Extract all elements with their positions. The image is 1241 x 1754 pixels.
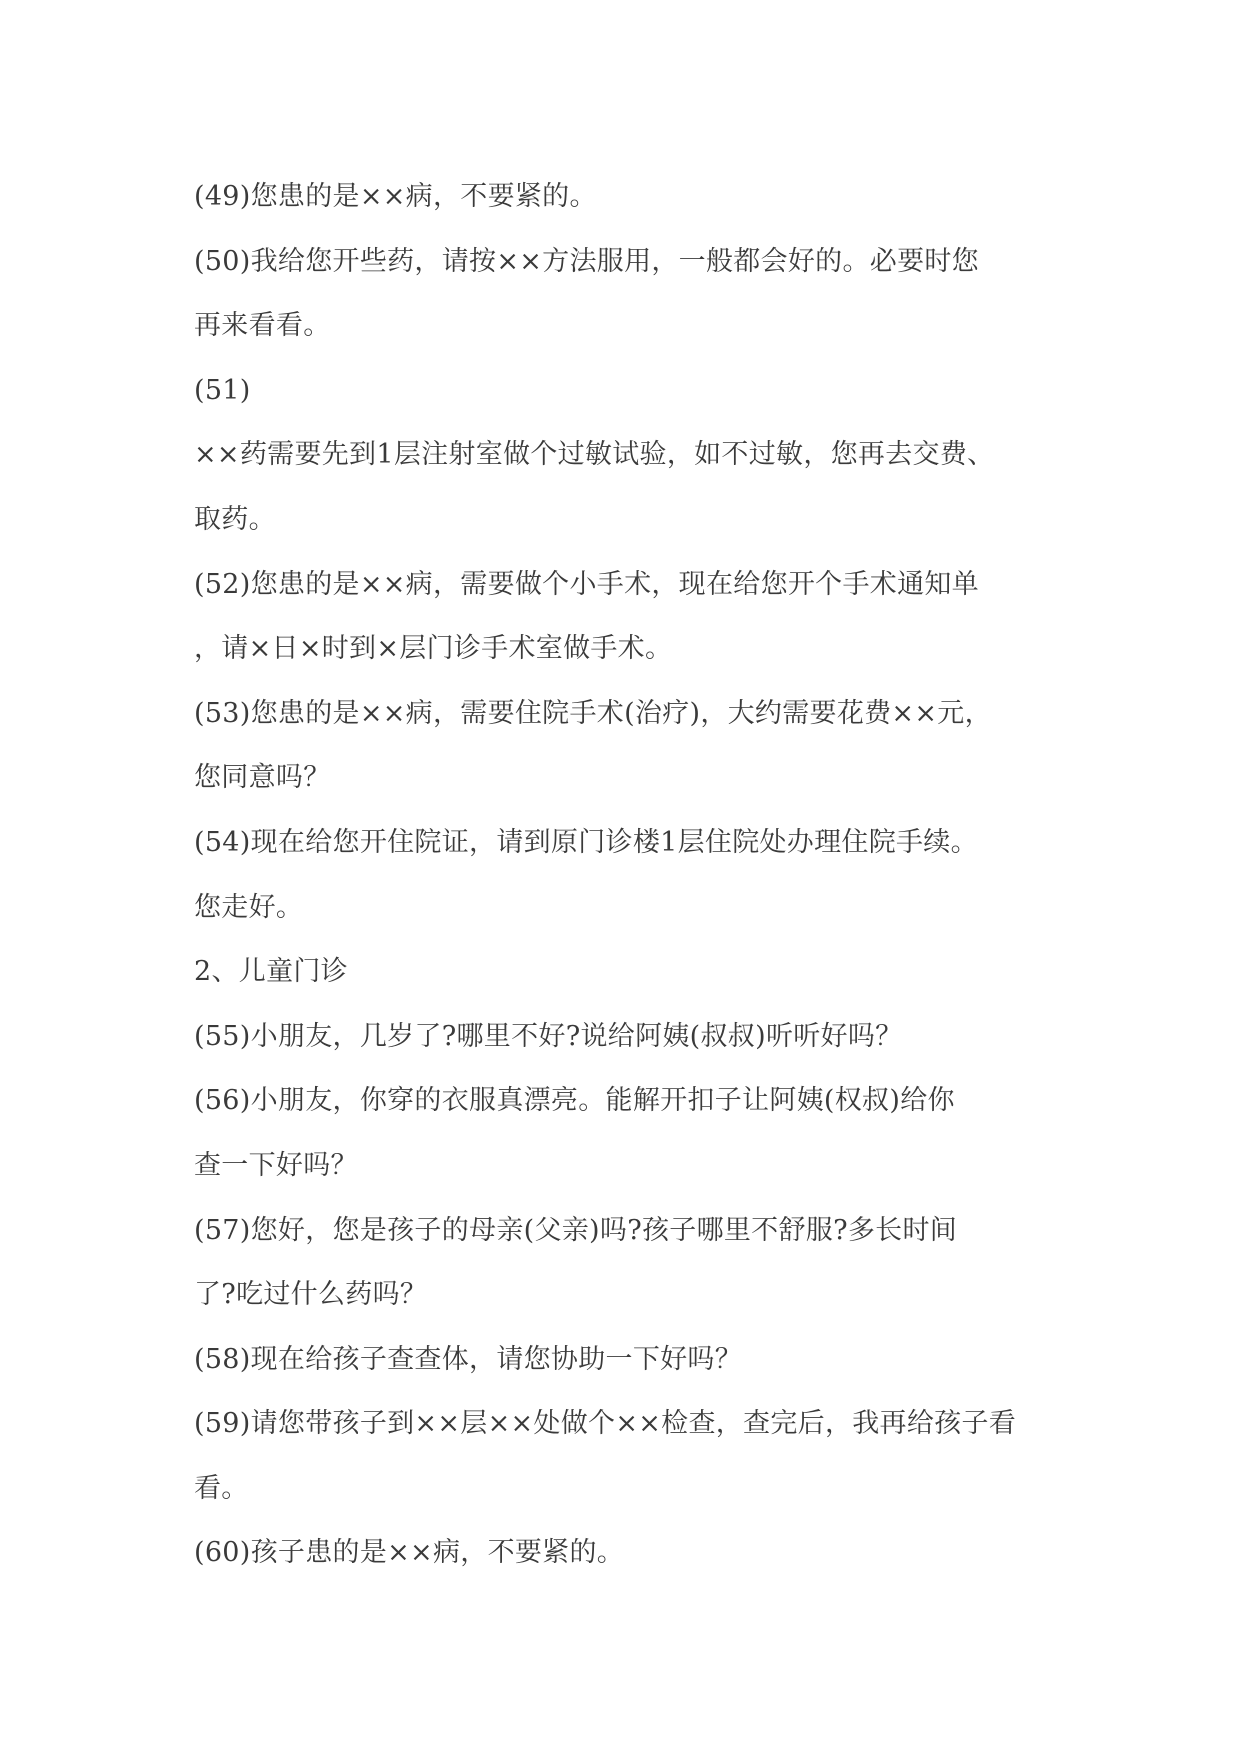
text-line-56-cont: 查一下好吗？ bbox=[194, 1149, 358, 1181]
text-line-51: (51) bbox=[194, 374, 251, 406]
text-line-57-cont: 了?吃过什么药吗？ bbox=[194, 1279, 428, 1311]
text-line-50-cont: 再来看看。 bbox=[194, 310, 331, 342]
text-line-59: (59)请您带孩子到××层××处做个××检查，查完后，我再给孩子看 bbox=[194, 1408, 1017, 1440]
text-line-51-cont: 取药。 bbox=[194, 503, 276, 535]
text-line-57: (57)您好，您是孩子的母亲(父亲)吗?孩子哪里不舒服?多长时间 bbox=[194, 1214, 958, 1246]
text-line-59-cont: 看。 bbox=[194, 1472, 249, 1504]
text-line-50: (50)我给您开些药，请按××方法服用，一般都会好的。必要时您 bbox=[194, 245, 979, 277]
text-line-49: (49)您患的是××病，不要紧的。 bbox=[194, 181, 597, 212]
text-line-54-cont: 您走好。 bbox=[194, 891, 304, 923]
text-line-52-cont: ，请×日×时到×层门诊手术室做手术。 bbox=[194, 633, 673, 665]
text-line-53-cont: 您同意吗？ bbox=[194, 762, 331, 794]
section-heading: 2、儿童门诊 bbox=[194, 956, 348, 988]
text-line-52: (52)您患的是××病，需要做个小手术，现在给您开个手术通知单 bbox=[194, 568, 979, 600]
text-line-53: (53)您患的是××病，需要住院手术(治疗)，大约需要花费××元， bbox=[194, 697, 992, 729]
text-line-55: (55)小朋友，几岁了?哪里不好?说给阿姨(叔叔)听听好吗？ bbox=[194, 1020, 903, 1052]
document-body bbox=[194, 165, 1054, 1586]
text-line-60: (60)孩子患的是××病，不要紧的。 bbox=[194, 1537, 625, 1569]
text-line-51-body: ××药需要先到1层注射室做个过敏试验，如不过敏，您再去交费、 bbox=[194, 439, 995, 471]
text-line-56: (56)小朋友，你穿的衣服真漂亮。能解开扣子让阿姨(权叔)给你 bbox=[194, 1085, 955, 1117]
text-line-54: (54)现在给您开住院证，请到原门诊楼1层住院处办理住院手续。 bbox=[194, 826, 978, 858]
text-line-58: (58)现在给孩子查查体，请您协助一下好吗？ bbox=[194, 1343, 743, 1375]
